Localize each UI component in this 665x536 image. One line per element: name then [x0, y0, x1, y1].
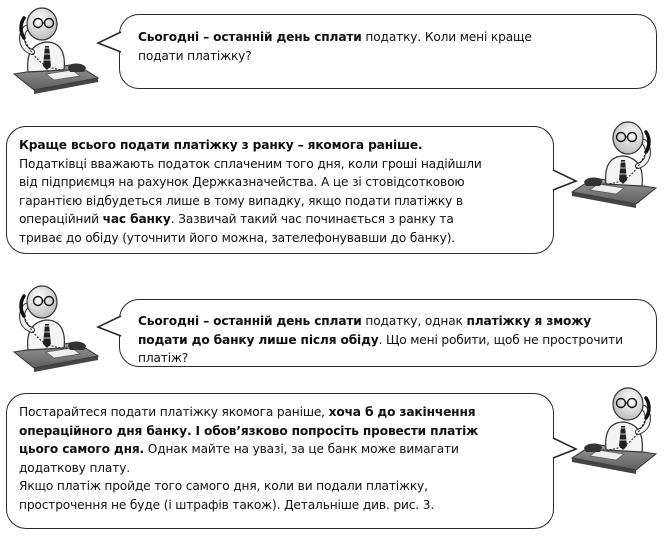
bubble-text: Сьогодні – останній день сплати податку. Коли мені краще подати платіжку?: [138, 30, 532, 63]
speech-bubble-question-2: [119, 299, 657, 367]
bubble-text: Податківці вважають податок сплаченим того дня, коли гроші надійшли від підприємця на рахунок Держказначейства. А це зі стовідсотковою гарантією відбудеться лише в тому випадку, якщо подати платіжку в операційний час банку. Зазвичай такий час починається з ранку та триває до обіду (уточнити його можна, зателефонувавши до банку).: [19, 156, 482, 245]
speech-bubble-answer-2: [6, 393, 554, 529]
bubble-heading: Краще всього подати платіжку з ранку – якомога раніше.: [19, 138, 423, 152]
operator-figure-icon: [568, 384, 664, 474]
bubble-text: Постарайтеся подати платіжку якомога раніше, хоча б до закінчення операційного дня банку. І обов’язково попросіть провести платіж цього самого дня. Однак майте на увазі, за це банк може вимагати додаткову плату.: [19, 405, 479, 475]
bubble-text: Сьогодні – останній день сплати податку, однак платіжку я зможу подати до банку лише після обіду. Що мені робити, щоб не прострочити платіж?: [138, 314, 623, 365]
operator-figure-icon: [568, 118, 664, 208]
speech-bubble-answer-1: [6, 126, 554, 254]
bubble-text: Якщо платіж пройде того самого дня, коли ви подали платіжку, прострочення не буде (і штрафів також). Детальніше див. рис. 3.: [19, 479, 435, 512]
speech-bubble-question-1: [119, 14, 657, 89]
caller-figure-icon: [6, 282, 102, 372]
caller-figure-icon: [6, 4, 102, 94]
